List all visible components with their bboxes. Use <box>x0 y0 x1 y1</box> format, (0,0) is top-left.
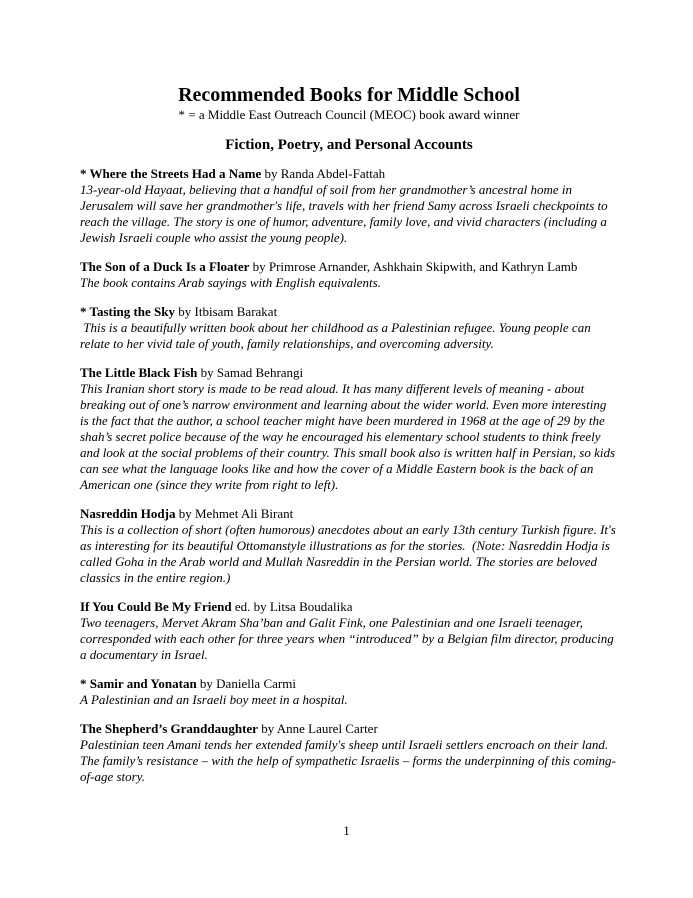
book-entry <box>80 721 618 785</box>
document-content <box>80 84 618 798</box>
section-heading: Fiction, Poetry, and Personal Accounts <box>225 137 473 153</box>
book-title: The Little Black Fish <box>80 365 198 380</box>
book-byline: by Daniella Carmi <box>196 676 296 691</box>
book-byline: by Samad Behrangi <box>197 365 304 380</box>
book-byline: by Itbisam Barakat <box>175 304 278 319</box>
book-entry <box>80 166 618 246</box>
book-description: The book contains Arab sayings with English equivalents. <box>80 275 381 290</box>
award-legend: * = a Middle East Outreach Council (MEOC) book award winner <box>178 107 520 122</box>
book-description: This Iranian short story is made to be read aloud. It has many different levels of meaning - about breaking out of one’s narrow environment and learning about the wider world. Even more interesting is the fact that the author, a school teacher might have been murdered in 1968 at the age of 29 by the shah’s secret police because of the way he encouraged his elementary school students to think freely and look at the social problems of their country. This small book also is written half in Persian, so kids can see what the language looks like and how the cover of a Middle Eastern book is the back of an American one (since they write from right to left). <box>80 381 619 492</box>
page-title: Recommended Books for Middle School <box>178 84 520 106</box>
book-entry <box>80 304 618 352</box>
book-heading <box>80 166 618 182</box>
book-byline: by Mehmet Ali Birant <box>175 506 294 521</box>
book-entry <box>80 599 618 663</box>
book-heading <box>80 721 618 737</box>
book-heading <box>80 365 618 381</box>
book-description: This is a beautifully written book about her childhood as a Palestinian refugee. Young people can relate to her vivid tale of youth, family relationships, and overcoming adversity. <box>80 320 594 351</box>
book-entry <box>80 365 618 493</box>
book-heading <box>80 304 618 320</box>
book-title: The Son of a Duck Is a Floater <box>80 259 250 274</box>
book-entry <box>80 676 618 708</box>
book-entry <box>80 259 618 291</box>
book-heading <box>80 259 618 275</box>
book-title: If You Could Be My Friend <box>80 599 232 614</box>
page-number: 1 <box>343 823 350 838</box>
book-description: This is a collection of short (often humorous) anecdotes about an early 13th century Turkish figure. It's as interesting for its beautiful Ottomanstyle illustrations as for the stories. (Note: Nasreddin Hodja is called Goha in the Arab world and Mullah Nasreddin in the Persian world. The stories are beloved classics in the entire region.) <box>80 522 620 585</box>
book-title: Nasreddin Hodja <box>80 506 176 521</box>
book-list <box>80 166 618 785</box>
book-description: A Palestinian and an Israeli boy meet in a hospital. <box>80 692 348 707</box>
book-byline: by Randa Abdel-Fattah <box>261 166 386 181</box>
book-heading <box>80 676 618 692</box>
book-title: * Where the Streets Had a Name <box>80 166 262 181</box>
book-title: * Samir and Yonatan <box>80 676 197 691</box>
book-description: 13-year-old Hayaat, believing that a handful of soil from her grandmother’s ancestral home in Jerusalem will save her grandmother's life, travels with her friend Samy across Israeli checkpoints to reach the village. The story is one of humor, adventure, family love, and vivid characters (including a Jewish Israeli couple who assist the young people). <box>80 182 611 245</box>
book-title: * Tasting the Sky <box>80 304 176 319</box>
book-byline: ed. by Litsa Boudalika <box>231 599 353 614</box>
book-heading <box>80 599 618 615</box>
book-byline: by Primrose Arnander, Ashkhain Skipwith, and Kathryn Lamb <box>249 259 578 274</box>
book-byline: by Anne Laurel Carter <box>257 721 378 736</box>
book-entry <box>80 506 618 586</box>
book-title: The Shepherd’s Granddaughter <box>80 721 258 736</box>
book-heading <box>80 506 618 522</box>
book-description: Palestinian teen Amani tends her extended family's sheep until Israeli settlers encroach on their land. The family’s resistance – with the help of sympathetic Israelis – forms the underpinning of this coming-of-age story. <box>80 737 616 784</box>
book-description: Two teenagers, Mervet Akram Sha’ban and Galit Fink, one Palestinian and one Israeli teenager, corresponded with each other for three years when “introduced” by a Belgian film director, producing a documentary in Israel. <box>80 615 618 662</box>
